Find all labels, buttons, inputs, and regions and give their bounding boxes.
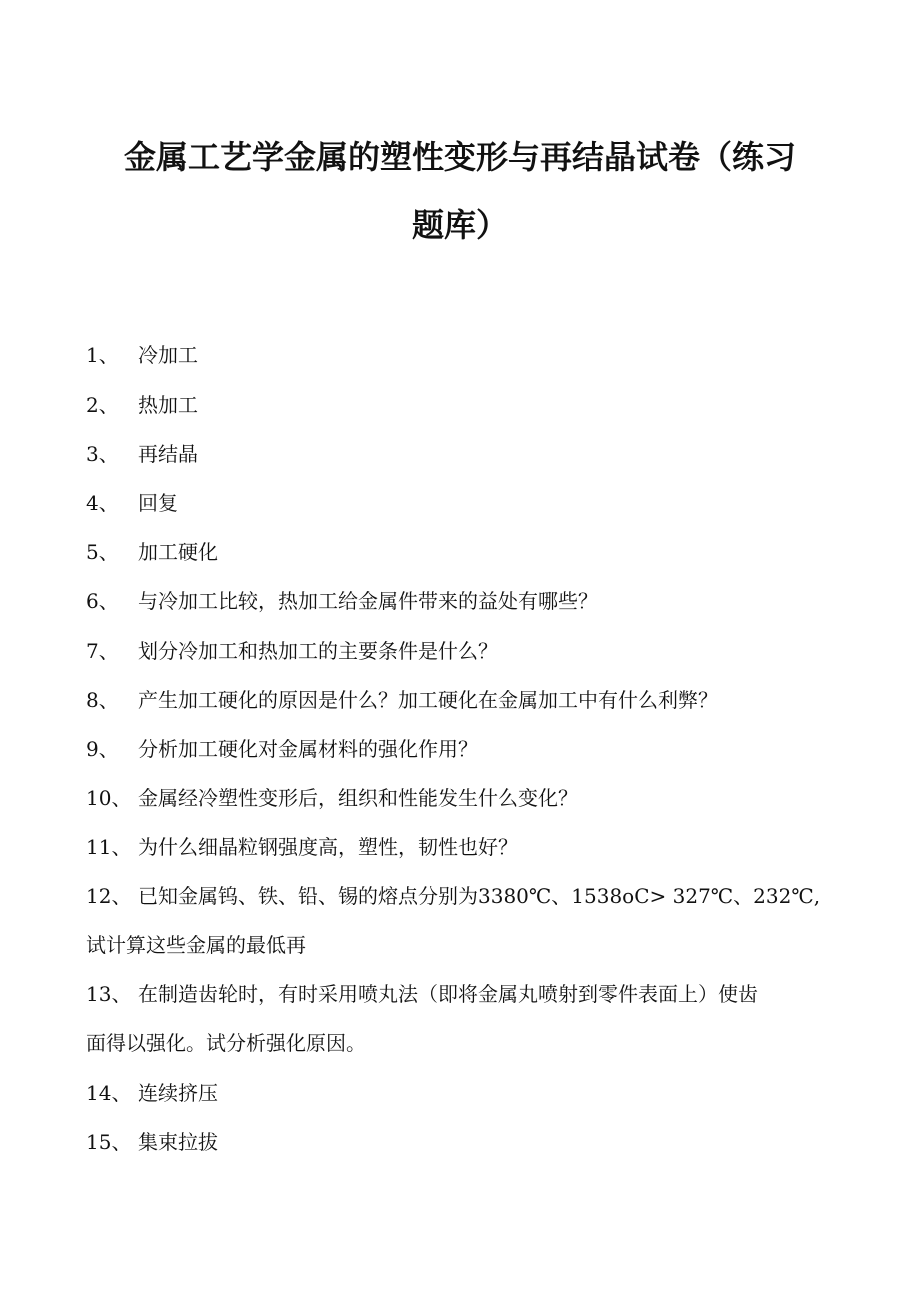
document-title-line1: 金属工艺学金属的塑性变形与再结晶试卷（练习 — [123, 138, 796, 176]
question-item — [86, 982, 758, 1006]
question-item — [86, 688, 718, 712]
question-text: 金属经冷塑性变形后，组织和性能发生什么变化？ — [138, 786, 578, 810]
question-item — [86, 884, 820, 908]
question-text: 冷加工 — [138, 343, 198, 367]
question-item — [86, 835, 518, 859]
question-number: 14、 — [86, 1081, 132, 1105]
question-text: 已知金属钨、铁、铅、锡的熔点分别为3380℃、1538oC> 327℃、232℃, — [138, 884, 821, 908]
question-number: 13、 — [86, 982, 132, 1006]
question-item — [86, 1081, 218, 1105]
question-item — [86, 1130, 218, 1154]
question-item — [86, 639, 498, 663]
question-number: 8、 — [86, 688, 119, 712]
question-item — [86, 442, 198, 466]
question-item — [86, 393, 198, 417]
document-title-line2: 题库） — [411, 206, 508, 244]
question-number: 9、 — [86, 737, 119, 761]
question-text: 在制造齿轮时，有时采用喷丸法（即将金属丸喷射到零件表面上）使齿 — [138, 982, 758, 1006]
question-text: 产生加工硬化的原因是什么？加工硬化在金属加工中有什么利弊？ — [138, 688, 718, 712]
question-text: 连续挤压 — [138, 1081, 218, 1105]
question-number: 4、 — [86, 491, 119, 515]
question-number: 1、 — [86, 343, 119, 367]
question-item — [86, 343, 198, 367]
question-item — [86, 737, 478, 761]
question-item — [86, 786, 578, 810]
question-text: 热加工 — [138, 393, 198, 417]
question-text: 划分冷加工和热加工的主要条件是什么？ — [138, 639, 498, 663]
question-number: 3、 — [86, 442, 119, 466]
question-text: 与冷加工比较，热加工给金属件带来的益处有哪些？ — [138, 589, 598, 613]
question-number: 10、 — [86, 786, 132, 810]
question-text: 回复 — [138, 491, 178, 515]
question-text: 集束拉拔 — [138, 1130, 218, 1154]
question-number: 6、 — [86, 589, 119, 613]
question-text: 为什么细晶粒钢强度高，塑性，韧性也好？ — [138, 835, 518, 859]
question-number: 2、 — [86, 393, 119, 417]
question-number: 7、 — [86, 639, 119, 663]
question-text: 分析加工硬化对金属材料的强化作用？ — [138, 737, 478, 761]
question-number: 12、 — [86, 884, 132, 908]
question-number: 11、 — [86, 835, 132, 859]
question-number: 15、 — [86, 1130, 132, 1154]
question-text: 再结晶 — [138, 442, 198, 466]
question-continuation: 面得以强化。试分析强化原因。 — [86, 1031, 366, 1055]
question-text: 加工硬化 — [138, 540, 218, 564]
question-item — [86, 540, 218, 564]
question-number: 5、 — [86, 540, 119, 564]
question-item — [86, 491, 178, 515]
question-continuation: 试计算这些金属的最低再 — [86, 933, 306, 957]
question-item — [86, 589, 598, 613]
